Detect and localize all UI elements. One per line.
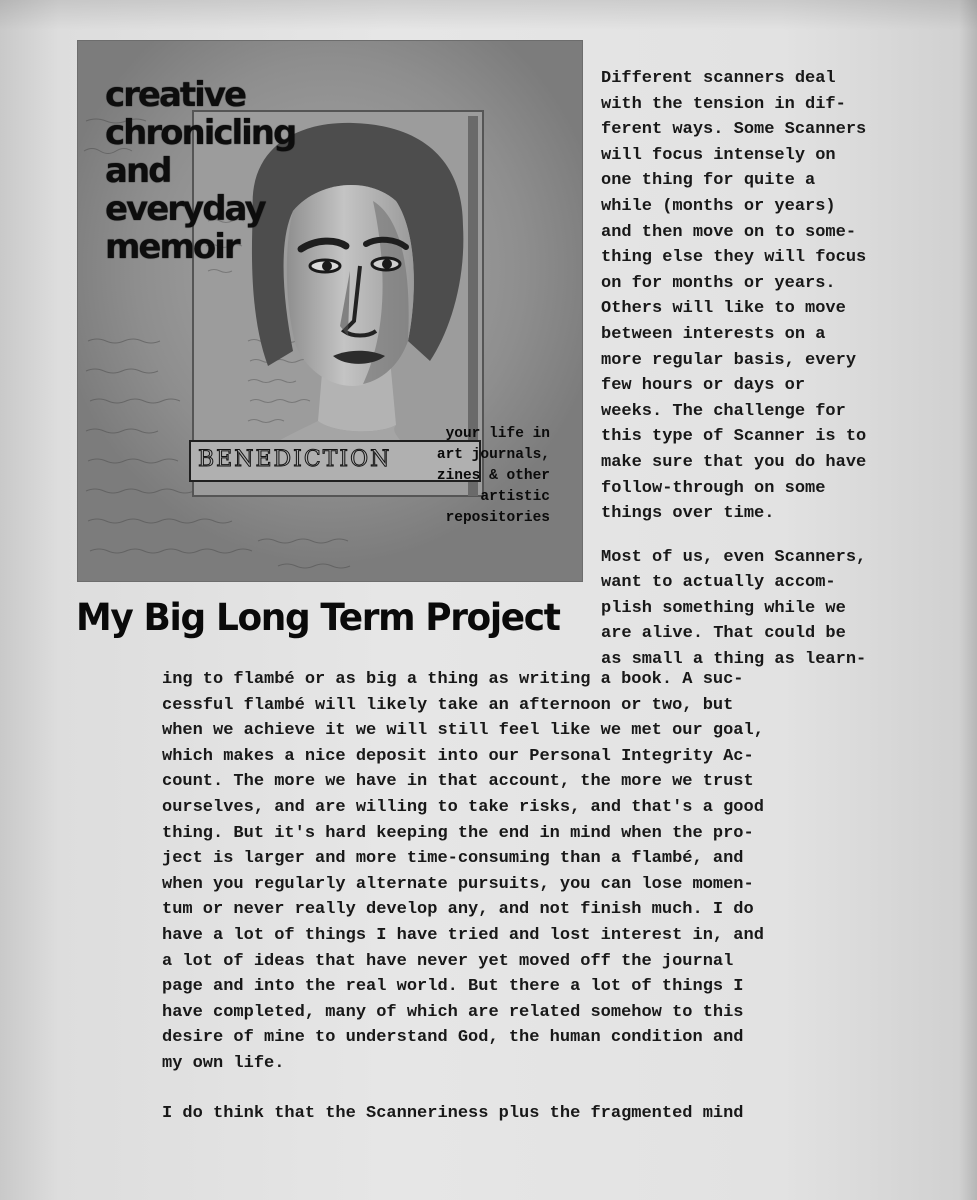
text-line: count. The more we have in that account, the more we trust: [162, 772, 754, 792]
text-line: have a lot of things I have tried and lost interest in, and: [162, 925, 764, 945]
artwork-title-line: chronicling: [105, 113, 296, 153]
artwork-title: [105, 76, 345, 266]
artwork-caption: [350, 424, 550, 529]
text-line: ject is larger and more time-consuming than a flambé, and: [162, 849, 744, 869]
paragraph-gap: [601, 527, 961, 545]
column-paragraph: [601, 66, 961, 527]
artwork-caption-line: artistic: [480, 489, 550, 505]
text-line: follow-through on some: [601, 478, 826, 498]
text-line: when we achieve it we will still feel like we met our goal,: [162, 721, 764, 741]
text-line: plish something while we: [601, 598, 846, 618]
artwork-caption-line: art journals,: [436, 447, 550, 463]
artwork-caption-line: zines & other: [436, 468, 550, 484]
text-line: tum or never really develop any, and not finish much. I do: [162, 900, 754, 920]
text-line: Different scanners deal: [601, 69, 836, 88]
text-line: things over time.: [601, 504, 775, 524]
artwork-title-line: creative: [105, 75, 246, 115]
artwork-title-line: everyday: [105, 189, 265, 229]
text-line: one thing for quite a: [601, 171, 816, 191]
text-line: thing. But it's hard keeping the end in mind when the pro-: [162, 823, 754, 843]
text-line: will focus intensely on: [601, 145, 836, 165]
body-paragraph: [162, 1101, 962, 1127]
text-line: ferent ways. Some Scanners: [601, 120, 867, 140]
text-line: are alive. That could be: [601, 624, 846, 644]
text-line: page and into the real world. But there a lot of things I: [162, 977, 744, 997]
text-line: thing else they will focus: [601, 248, 867, 268]
text-line: as small a thing as learn-: [601, 650, 867, 670]
text-line: Others will like to move: [601, 299, 846, 319]
body-paragraph: [162, 667, 962, 1077]
cover-artwork: [77, 40, 583, 582]
full-width-text: [162, 667, 962, 1126]
text-line: a lot of ideas that have never yet moved off the journal: [162, 951, 734, 971]
text-line: while (months or years): [601, 196, 836, 216]
benediction-sign-text: BENEDICTION: [198, 447, 392, 472]
page-shadow: [0, 0, 977, 30]
text-line: more regular basis, every: [601, 350, 857, 370]
text-line: on for months or years.: [601, 273, 836, 293]
text-line: this type of Scanner is to: [601, 427, 867, 447]
text-line: and then move on to some-: [601, 222, 857, 242]
section-headline: My Big Long Term Project: [76, 596, 560, 639]
text-line: my own life.: [162, 1053, 285, 1073]
artwork-title-line: memoir: [105, 227, 239, 267]
text-line: make sure that you do have: [601, 452, 867, 472]
text-line: want to actually accom-: [601, 573, 836, 593]
text-line: Most of us, even Scanners,: [601, 547, 867, 567]
text-line: ing to flambé or as big a thing as writing a book. A suc-: [162, 670, 744, 689]
text-line: when you regularly alternate pursuits, you can lose momen-: [162, 874, 754, 894]
text-line: few hours or days or: [601, 376, 806, 396]
artwork-title-line: and: [105, 151, 171, 191]
text-line: ourselves, and are willing to take risks, and that's a good: [162, 797, 764, 817]
artwork-caption-line: repositories: [445, 510, 550, 526]
text-line: which makes a nice deposit into our Personal Integrity Ac-: [162, 746, 754, 766]
text-line: desire of mine to understand God, the human condition and: [162, 1028, 744, 1048]
text-line: have completed, many of which are related somehow to this: [162, 1002, 744, 1022]
column-paragraph: [601, 545, 961, 673]
text-line: I do think that the Scanneriness plus the fragmented mind: [162, 1103, 744, 1123]
text-line: between interests on a: [601, 324, 826, 344]
text-line: with the tension in dif-: [601, 94, 846, 114]
artwork-caption-line: your life in: [445, 426, 550, 442]
right-column-text: [601, 66, 961, 673]
text-line: cessful flambé will likely take an afternoon or two, but: [162, 695, 734, 715]
text-line: weeks. The challenge for: [601, 401, 846, 421]
